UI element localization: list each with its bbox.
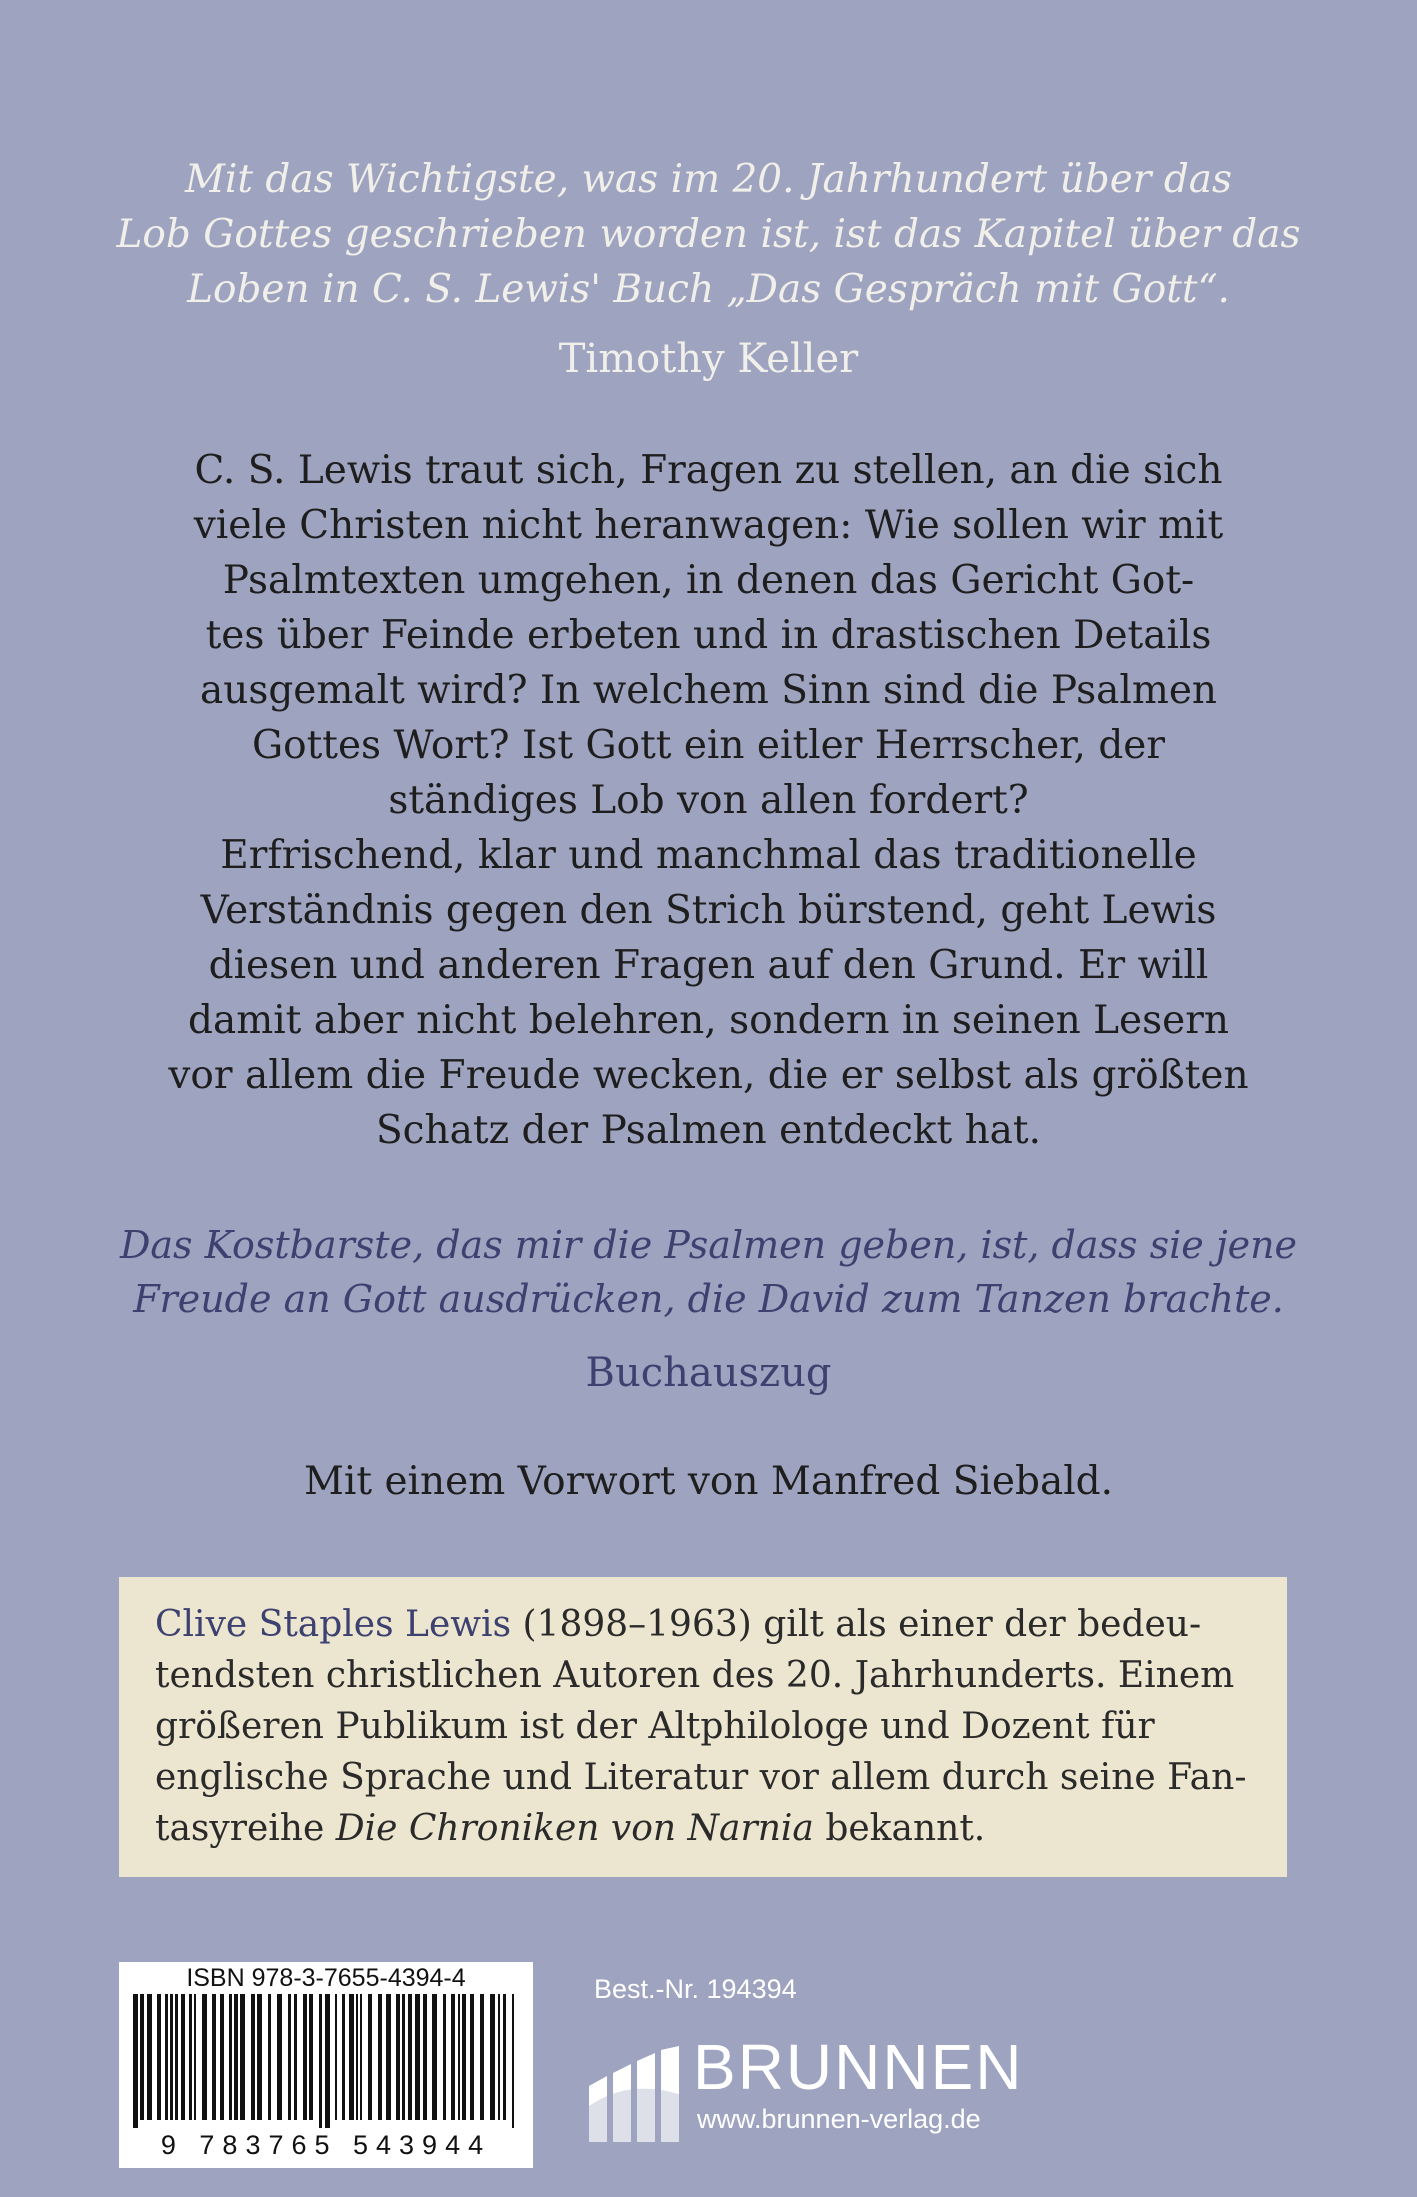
quote-excerpt	[100, 1218, 1317, 1326]
barcode-bar	[386, 1994, 391, 2120]
barcode-bar	[170, 1994, 173, 2120]
description-line: damit aber nicht belehren, sondern in seinen Lesern	[188, 998, 1229, 1043]
quote-attribution-keller: Timothy Keller	[558, 336, 859, 382]
description-line: Erfrischend, klar und manchmal das traditionelle	[220, 833, 1197, 878]
description-line: diesen und anderen Fragen auf den Grund. Er will	[208, 943, 1209, 988]
barcode-bar	[356, 1994, 358, 2120]
barcode-bar	[240, 1994, 245, 2120]
barcode-bar	[335, 1994, 337, 2120]
quote-line: Das Kostbarste, das mir die Psalmen geben, ist, dass sie jene	[119, 1223, 1298, 1267]
barcode-bar	[443, 1994, 446, 2120]
barcode-bar	[378, 1994, 382, 2120]
isbn-label: ISBN 978-3-7655-4394-4	[186, 1964, 466, 1992]
quote-line: Freude an Gott ausdrücken, die David zum Tanzen brachte.	[133, 1277, 1284, 1321]
quote-line: Mit das Wichtigste, was im 20. Jahrhundert über das	[184, 157, 1233, 202]
description-line: ständiges Lob von allen fordert?	[388, 778, 1029, 823]
barcode-bar	[319, 1994, 322, 2128]
barcode-bar	[470, 1994, 474, 2120]
barcode-bar	[202, 1994, 207, 2120]
barcode-bar	[229, 1994, 232, 2120]
barcode-bar	[451, 1994, 455, 2120]
quote-line: Loben in C. S. Lewis' Buch „Das Gespräch mit Gott“.	[187, 267, 1230, 312]
publisher-url: www.brunnen-verlag.de	[697, 2104, 981, 2134]
bio-text-span: tasyreihe	[155, 1808, 336, 1849]
foreword-note: Mit einem Vorwort von Manfred Siebald.	[303, 1459, 1114, 1504]
quote-keller	[110, 152, 1307, 317]
series-title: Die Chroniken von Narnia	[335, 1808, 814, 1849]
bio-line: größeren Publikum ist der Altphilologe und Dozent für	[155, 1706, 1155, 1747]
barcode-bar	[432, 1994, 437, 2120]
barcode-bar	[368, 1994, 372, 2120]
description-line: tes über Feinde erbeten und in drastischen Details	[205, 613, 1212, 658]
barcode-bar	[303, 1994, 307, 2120]
description-line: vor allem die Freude wecken, die er selbst als größten	[168, 1053, 1249, 1098]
isbn-barcode	[119, 1962, 533, 2168]
barcode-bar	[415, 1994, 420, 2120]
bio-text-span: (1898–1963) gilt als einer der bedeu-	[511, 1604, 1202, 1645]
author-bio-box	[119, 1577, 1287, 1877]
barcode-bar	[294, 1994, 297, 2120]
description-line: Schatz der Psalmen entdeckt hat.	[375, 1108, 1042, 1153]
barcode-bar	[257, 1994, 262, 2120]
bio-line: englische Sprache und Literatur vor allem durch seine Fan-	[155, 1757, 1247, 1798]
barcode-bar	[342, 1994, 345, 2120]
barcode-bar	[402, 1994, 405, 2120]
barcode-bar	[268, 1994, 271, 2120]
barcode-bar	[234, 1994, 238, 2120]
barcode-bar	[212, 1994, 216, 2120]
barcode-bar	[181, 1994, 185, 2120]
barcode-bar	[288, 1994, 291, 2120]
description-line: Verständnis gegen den Strich bürstend, geht Lewis	[200, 888, 1217, 933]
barcode-bar	[349, 1994, 354, 2120]
book-description	[110, 443, 1307, 1158]
barcode-bar	[458, 1994, 460, 2120]
barcode-bar	[325, 1994, 330, 2128]
barcode-bar	[423, 1994, 427, 2120]
barcode-bar	[480, 1994, 484, 2120]
description-line: ausgemalt wird? In welchem Sinn sind die Psalmen	[199, 668, 1218, 713]
bio-text-span: bekannt.	[813, 1808, 986, 1849]
barcode-bar	[251, 1994, 255, 2120]
barcode-bar	[194, 1994, 196, 2120]
barcode-bar	[360, 1994, 362, 2120]
barcode-bar	[220, 1994, 224, 2120]
barcode-bar	[189, 1994, 192, 2120]
bio-line	[155, 1803, 1255, 1854]
bio-line	[155, 1599, 1255, 1650]
barcode-bar	[490, 1994, 495, 2120]
author-name: Clive Staples Lewis	[155, 1604, 512, 1645]
quote-line: Lob Gottes geschrieben worden ist, ist das Kapitel über das	[116, 212, 1301, 257]
barcode-bar	[277, 1994, 282, 2120]
description-line: Psalmtexten umgehen, in denen das Gericht Got-	[222, 558, 1195, 603]
bio-line: tendsten christlichen Autoren des 20. Jahrhunderts. Einem	[155, 1655, 1235, 1696]
description-line: Gottes Wort? Ist Gott ein eitler Herrscher, der	[251, 723, 1166, 768]
barcode-bar	[498, 1994, 500, 2120]
barcode-bar	[175, 1994, 178, 2120]
author-bio	[155, 1599, 1255, 1854]
barcode-bar	[165, 1994, 168, 2120]
quote-attribution-excerpt: Buchauszug	[585, 1350, 832, 1396]
brunnen-logo-icon	[589, 2046, 685, 2142]
order-number: Best.-Nr. 194394	[594, 1974, 797, 2004]
barcode-bar	[157, 1994, 161, 2120]
description-line: C. S. Lewis traut sich, Fragen zu stellen, an die sich	[194, 448, 1223, 493]
barcode-bar	[408, 1994, 412, 2120]
barcode-bar	[462, 1994, 466, 2120]
barcode-bars	[129, 1994, 523, 2128]
description-line: viele Christen nicht heranwagen: Wie sollen wir mit	[193, 503, 1224, 548]
barcode-digits: 9 783765 543944	[160, 2130, 492, 2160]
barcode-bar	[133, 1994, 138, 2128]
barcode-bar	[140, 1994, 144, 2120]
barcode-bar	[512, 1994, 514, 2128]
barcode-bar	[503, 1994, 506, 2120]
barcode-bar	[147, 1994, 152, 2120]
barcode-bar	[309, 1994, 313, 2120]
barcode-bar	[396, 1994, 400, 2120]
publisher-name: BRUNNEN	[693, 2031, 1024, 2103]
